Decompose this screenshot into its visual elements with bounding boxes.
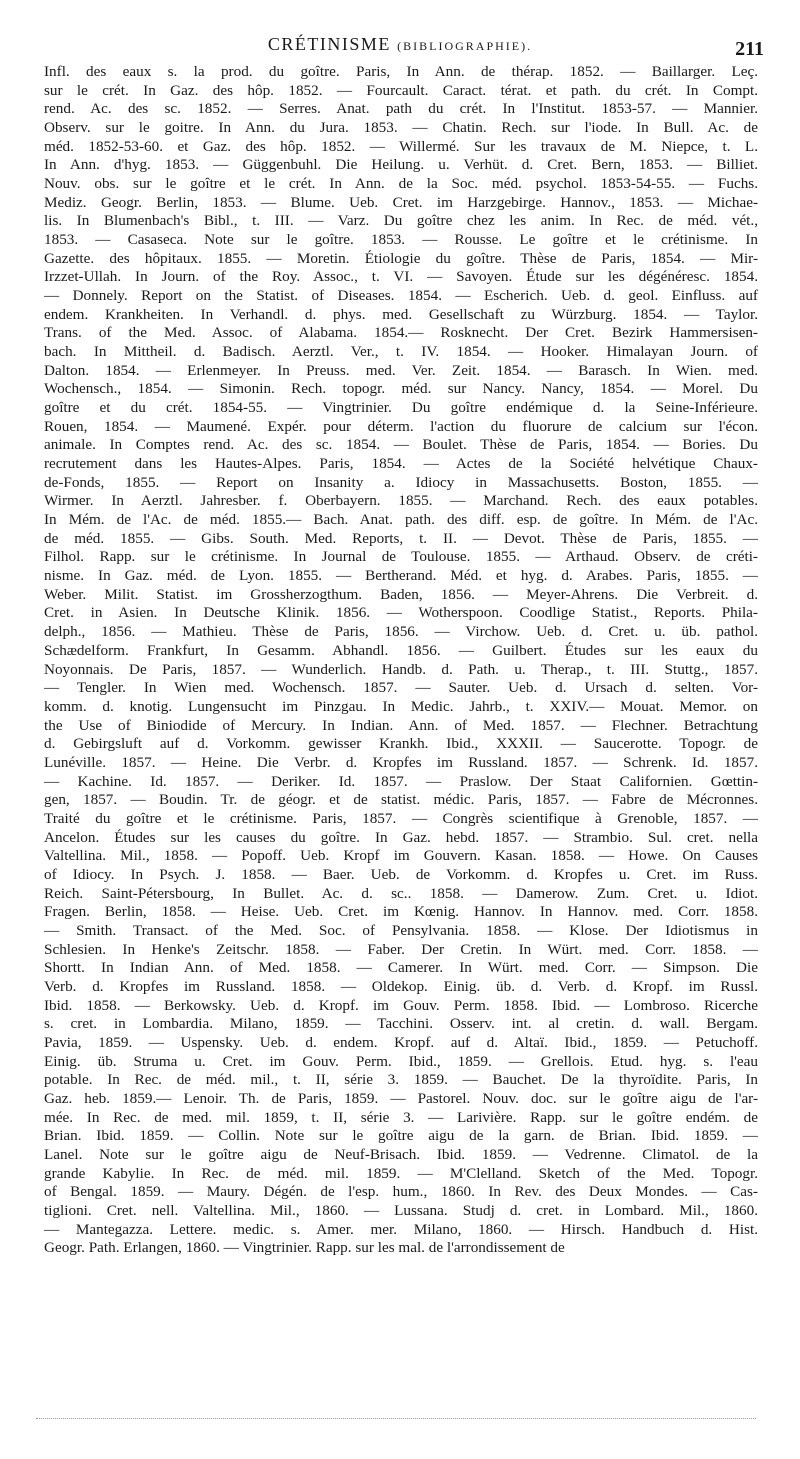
bibliography-text — [44, 63, 758, 1258]
text-line: méd. 1852-53-60. et Gaz. des hôp. 1852. — Willermé. Sur les travaux de M. Niepce, t. L. — [44, 137, 758, 155]
text-line: de-Fonds, 1855. — Report on Insanity a. Idiocy in Massachusetts. Boston, 1855. — — [44, 473, 758, 491]
text-line: — Smith. Transact. of the Med. Soc. of Pensylvania. 1858. — Klose. Der Idiotismus in — [44, 921, 758, 939]
text-line: sur le crét. In Gaz. des hôp. 1852. — Fourcault. Caract. térat. et path. du crét. In Compt. — [44, 81, 758, 99]
bottom-rule — [36, 1418, 756, 1419]
text-line: — Mantegazza. Lettere. medic. s. Amer. mer. Milano, 1860. — Hirsch. Handbuch d. Hist. — [44, 1220, 758, 1238]
text-line: Irzzet-Ullah. In Journ. of the Roy. Assoc., t. VI. — Savoyen. Étude sur les dégénéresc. 1854. — [44, 268, 758, 286]
running-title — [0, 34, 800, 56]
text-line: of Idiocy. In Psych. J. 1858. — Baer. Ueb. de Vorkomm. d. Kropfes u. Cret. im Russ. — [44, 865, 758, 883]
text-line: Observ. sur le goitre. In Ann. du Jura. 1853. — Chatin. Rech. sur l'iode. In Bull. Ac. de — [44, 119, 758, 137]
text-line: Cret. in Asien. In Deutsche Klinik. 1856. — Wotherspoon. Coodlige Statist., Reports. Phila- — [44, 604, 758, 622]
text-line: Mediz. Geogr. Berlin, 1853. — Blume. Ueb. Cret. im Harzgebirge. Hannov., 1853. — Michae- — [44, 193, 758, 211]
text-line: — Donnely. Report on the Statist. of Diseases. 1854. — Escherich. Ueb. d. geol. Einfluss. auf — [44, 287, 758, 305]
text-line: s. cret. in Lombardia. Milano, 1859. — Tacchini. Osserv. int. al cretin. d. wall. Bergam. — [44, 1015, 758, 1033]
text-line: Filhol. Rapp. sur le crétinisme. In Journal de Toulouse. 1855. — Arthaud. Observ. de créti- — [44, 548, 758, 566]
text-line: rend. Ac. des sc. 1852. — Serres. Anat. path du crét. In l'Institut. 1853-57. — Mannier. — [44, 100, 758, 118]
text-line: delph., 1856. — Mathieu. Thèse de Paris, 1856. — Virchow. Ueb. d. Cret. u. üb. pathol. — [44, 623, 758, 641]
text-line: Ancelon. Études sur les causes du goître. In Gaz. hebd. 1857. — Strambio. Sul. cret. nella — [44, 828, 758, 846]
text-line: Einig. üb. Struma u. Cret. im Gouv. Perm. Ibid., 1859. — Grellois. Etud. hyg. s. l'eau — [44, 1052, 758, 1070]
text-line: Ibid. 1858. — Berkowsky. Ueb. d. Kropf. im Gouv. Perm. 1858. Ibid. — Lombroso. Ricerche — [44, 996, 758, 1014]
text-line: Infl. des eaux s. la prod. du goître. Paris, In Ann. de thérap. 1852. — Baillarger. Leç. — [44, 63, 758, 80]
text-line: Fragen. Berlin, 1858. — Heise. Ueb. Cret. im Kœnig. Hannov. In Hannov. med. Corr. 1858. — [44, 903, 758, 921]
text-line: Traité du goître et le crétinisme. Paris, 1857. — Congrès scientifique à Grenoble, 1857. — — [44, 809, 758, 827]
text-line: Gazette. des hôpitaux. 1855. — Moretin. Étiologie du goître. Thèse de Paris, 1854. — Mir- — [44, 249, 758, 267]
text-line: — Tengler. In Wien med. Wochensch. 1857. — Sauter. Ueb. d. Ursach d. selten. Vor- — [44, 679, 758, 697]
text-line: Lunéville. 1857. — Heine. Die Verbr. d. Kropfes im Russland. 1857. — Schrenk. Id. 1857. — [44, 753, 758, 771]
text-line: Lanel. Note sur le goître aigu de Neuf-Brisach. Ibid. 1859. — Vedrenne. Climatol. de la — [44, 1145, 758, 1163]
text-line: potable. In Rec. de méd. mil., t. II, série 3. 1859. — Bauchet. De la thyroïdite. Paris, In — [44, 1071, 758, 1089]
text-line: Reich. Saint-Pétersbourg, In Bullet. Ac. d. sc.. 1858. — Damerow. Zum. Cret. u. Idiot. — [44, 884, 758, 902]
text-line: Verb. d. Kropfes im Russland. 1858. — Oldekop. Einig. üb. d. Verb. d. Kropf. im Russl. — [44, 977, 758, 995]
text-line: Wochensch., 1854. — Simonin. Rech. topogr. méd. sur Nancy. Nancy, 1854. — Morel. Du — [44, 380, 758, 398]
text-line: Wirmer. In Aerztl. Jahresber. f. Oberbayern. 1855. — Marchand. Rech. des eaux potables. — [44, 492, 758, 510]
text-line: the Use of Biniodide of Mercury. In Indian. Ann. of Med. 1857. — Flechner. Betrachtung — [44, 716, 758, 734]
text-line: recrutement dans les Hautes-Alpes. Paris, 1854. — Actes de la Société helvétique Chaux- — [44, 455, 758, 473]
text-line: goître et du crét. 1854-55. — Vingtrinier. Du goître endémique d. la Seine-Inférieure. — [44, 399, 758, 417]
text-line: Nouv. obs. sur le goître et le crét. In Ann. de la Soc. méd. psychol. 1853-54-55. — Fuchs. — [44, 175, 758, 193]
text-line: Pavia, 1859. — Uspensky. Ueb. d. endem. Kropf. auf d. Altaï. Ibid., 1859. — Petuchoff. — [44, 1033, 758, 1051]
text-line: de méd. 1855. — Gibs. South. Med. Reports, t. II. — Devot. Thèse de Paris, 1855. — — [44, 529, 758, 547]
text-line: d. Gebirgsluft auf d. Vorkomm. gewisser Krankh. Ibid., XXXII. — Saucerotte. Topogr. de — [44, 735, 758, 753]
text-line: Weber. Milit. Statist. im Grossherzogthum. Baden, 1856. — Meyer-Ahrens. Die Verbreit. d. — [44, 585, 758, 603]
text-line: Noyonnais. De Paris, 1857. — Wunderlich. Handb. d. Path. u. Therap., t. III. Stuttg., 1857. — [44, 660, 758, 678]
text-line: mée. In Rec. de med. mil. 1859, t. II, série 3. — Larivière. Rapp. sur le goître endém. de — [44, 1108, 758, 1126]
text-line: Trans. of the Med. Assoc. of Alabama. 1854.— Rosknecht. Der Cret. Bezirk Hammersisen- — [44, 324, 758, 342]
text-line: Valtellina. Mil., 1858. — Popoff. Ueb. Kropf im Gouvern. Kasan. 1858. — Howe. On Causes — [44, 847, 758, 865]
text-line: animale. In Comptes rend. Ac. des sc. 1854. — Boulet. Thèse de Paris, 1854. — Bories. Du — [44, 436, 758, 454]
page-title: CRÉTINISME — [267, 34, 391, 54]
text-line: In Ann. d'hyg. 1853. — Güggenbuhl. Die Heilung. u. Verhüt. d. Cret. Bern, 1853. — Billiet. — [44, 156, 758, 174]
text-line: Schædelform. Frankfurt, In Gesamm. Abhandl. 1856. — Guilbert. Études sur les eaux du — [44, 641, 758, 659]
text-line: lis. In Blumenbach's Bibl., t. III. — Varz. Du goître chez les anim. In Rec. de méd. vét., — [44, 212, 758, 230]
text-line: Gaz. heb. 1859.— Lenoir. Th. de Paris, 1859. — Pastorel. Nouv. doc. sur le goître aigu de l'ar- — [44, 1089, 758, 1107]
text-line: endem. Krankheiten. In Verhandl. d. phys. med. Gesellschaft zu Würzburg. 1854. — Taylor. — [44, 305, 758, 323]
page-subtitle: (BIBLIOGRAPHIE). — [397, 39, 533, 53]
text-line: Brian. Ibid. 1859. — Collin. Note sur le goître aigu de la garn. de Brian. Ibid. 1859. — — [44, 1127, 758, 1145]
text-line: — Kachine. Id. 1857. — Deriker. Id. 1857. — Praslow. Der Staat Californien. Gœttin- — [44, 772, 758, 790]
text-line: nisme. In Gaz. méd. de Lyon. 1855. — Bertherand. Méd. et hyg. d. Arabes. Paris, 1855. — — [44, 567, 758, 585]
text-line: Rouen, 1854. — Maumené. Expér. pour déterm. l'action du fluorure de calcium sur l'écon. — [44, 417, 758, 435]
text-line: gen, 1857. — Boudin. Tr. de géogr. et de statist. médic. Paris, 1857. — Fabre de Mécronnes. — [44, 791, 758, 809]
text-line: bach. In Mittheil. d. Badisch. Aerztl. Ver., t. IV. 1854. — Hooker. Himalayan Journ. of — [44, 343, 758, 361]
text-line: Geogr. Path. Erlangen, 1860. — Vingtrinier. Rapp. sur les mal. de l'arrondissement de — [44, 1239, 565, 1257]
text-line: Shortt. In Indian Ann. of Med. 1858. — Camerer. In Würt. med. Corr. — Simpson. Die — [44, 959, 758, 977]
text-line: 1853. — Casaseca. Note sur le goître. 1853. — Rousse. Le goître et le crétinisme. In — [44, 231, 758, 249]
text-line: komm. d. knotig. Lungensucht im Pinzgau. In Medic. Jahrb., t. XXIV.— Mouat. Memor. on — [44, 697, 758, 715]
page-number: 211 — [735, 38, 764, 60]
text-line: grande Kabylie. In Rec. de méd. mil. 1859. — M'Clelland. Sketch of the Med. Topogr. — [44, 1164, 758, 1182]
text-line: tiglioni. Cret. nell. Valtellina. Mil., 1860. — Lussana. Studj d. cret. in Lombard. Mil., 1860. — [44, 1201, 758, 1219]
text-line: of Bengal. 1859. — Maury. Dégén. de l'esp. hum., 1860. In Rev. des Deux Mondes. — Cas- — [44, 1183, 758, 1201]
text-line: In Mém. de l'Ac. de méd. 1855.— Bach. Anat. path. des diff. esp. de goître. In Mém. de l'Ac. — [44, 511, 758, 529]
text-line: Schlesien. In Henke's Zeitschr. 1858. — Faber. Der Cretin. In Würt. med. Corr. 1858. — — [44, 940, 758, 958]
text-line: Dalton. 1854. — Erlenmeyer. In Preuss. med. Ver. Zeit. 1854. — Barasch. In Wien. med. — [44, 361, 758, 379]
